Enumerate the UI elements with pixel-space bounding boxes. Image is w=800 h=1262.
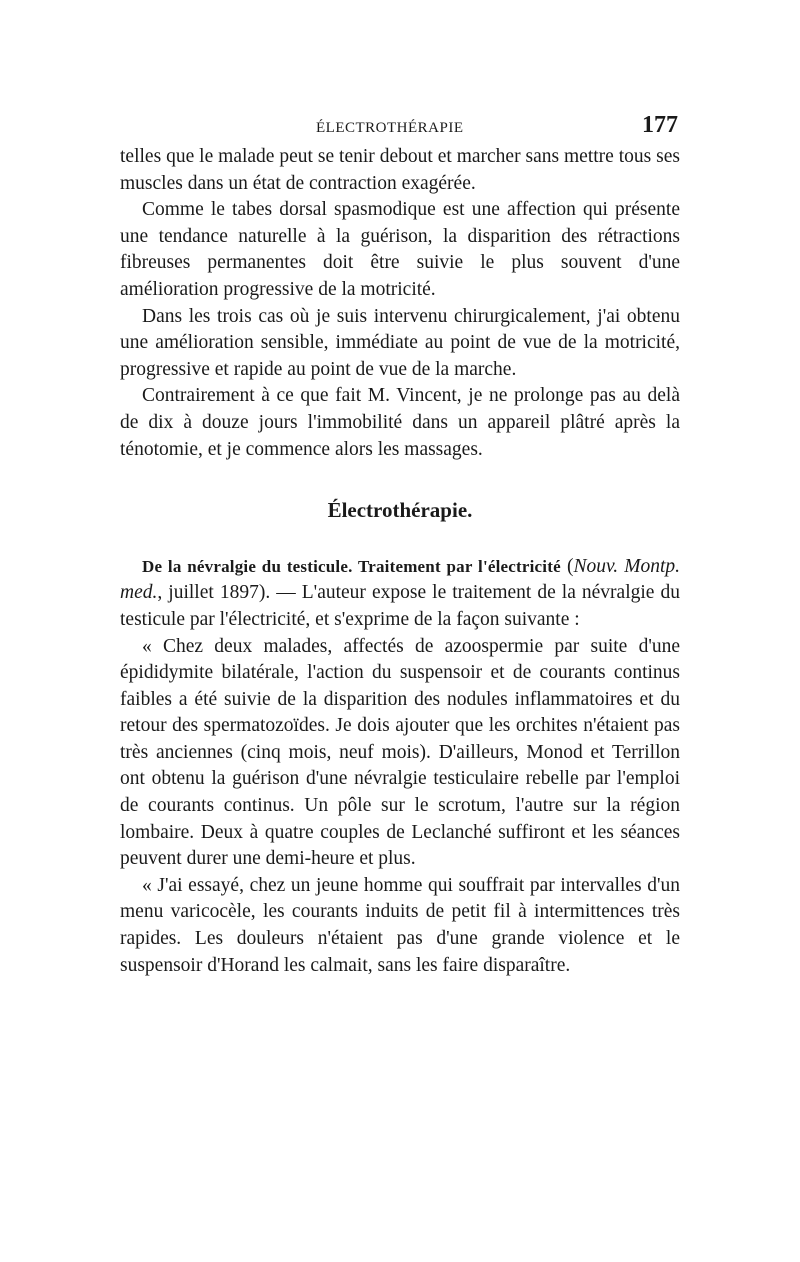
article-heading: De la névralgie du testicule. Traitement par l'électricité [142, 556, 561, 576]
quote-paragraph: « J'ai essayé, chez un jeune homme qui souffrait par intervalles d'un menu varicocèle, les courants induits de petit fil à intermittences très rapides. Les douleurs n'étaient pas d'une grande violence et le suspensoir d'Horand les calmait, sans les faire disparaître. [120, 874, 680, 976]
paragraph: Dans les trois cas où je suis intervenu chirurgicalement, j'ai obtenu une amélioration sensible, immédiate au point de vue de la motricité, progressive et rapide au point de vue de la marche. [120, 305, 680, 380]
running-header [120, 112, 680, 144]
paragraph: Comme le tabes dorsal spasmodique est une affection qui présente une tendance naturelle à la guérison, la disparition des rétractions fibreuses permanentes doit être suivie le plus souvent d'une amélioration progressive de la motricité. [120, 199, 680, 300]
book-page [120, 112, 680, 979]
quote-paragraph: « Chez deux malades, affectés de azoospermie par suite d'une épididymite bilatérale, l'action du suspensoir et de courants continus faibles a été suivie de la disparition des nodules inflammatoires et du retour des spermatozoïdes. Je dois ajouter que les orchites n'étaient pas très anciennes (cinq mois, neuf mois). D'ailleurs, Monod et Terrillon ont obtenu la guérison d'une névralgie testiculaire rebelle par l'emploi de courants continus. Un pôle sur le scrotum, l'autre sur la région lombaire. Deux à quatre couples de Leclanché suffiront et les séances peuvent durer une demi-heure et plus. [120, 635, 680, 870]
journal-reference: Nouv. Montp. med. [120, 555, 680, 604]
article-intro: , juillet 1897). — L'auteur expose le traitement de la névralgie du testicule par l'électricité, et s'exprime de la façon suivante : [120, 582, 680, 630]
body-text [120, 144, 680, 979]
source-open-paren: ( [566, 555, 574, 577]
section-title: Électrothérapie. [327, 498, 473, 523]
page-number: 177 [642, 112, 678, 138]
article-intro-paragraph [120, 554, 680, 634]
running-title: ÉLECTROTHÉRAPIE [316, 120, 464, 136]
paragraph: telles que le malade peut se tenir debout et marcher sans mettre tous ses muscles dans un état de contraction exagérée. [120, 146, 680, 194]
paragraph: Contrairement à ce que fait M. Vincent, je ne prolonge pas au delà de dix à douze jours l'immobilité dans un appareil plâtré après la ténotomie, et je commence alors les massages. [120, 385, 680, 460]
